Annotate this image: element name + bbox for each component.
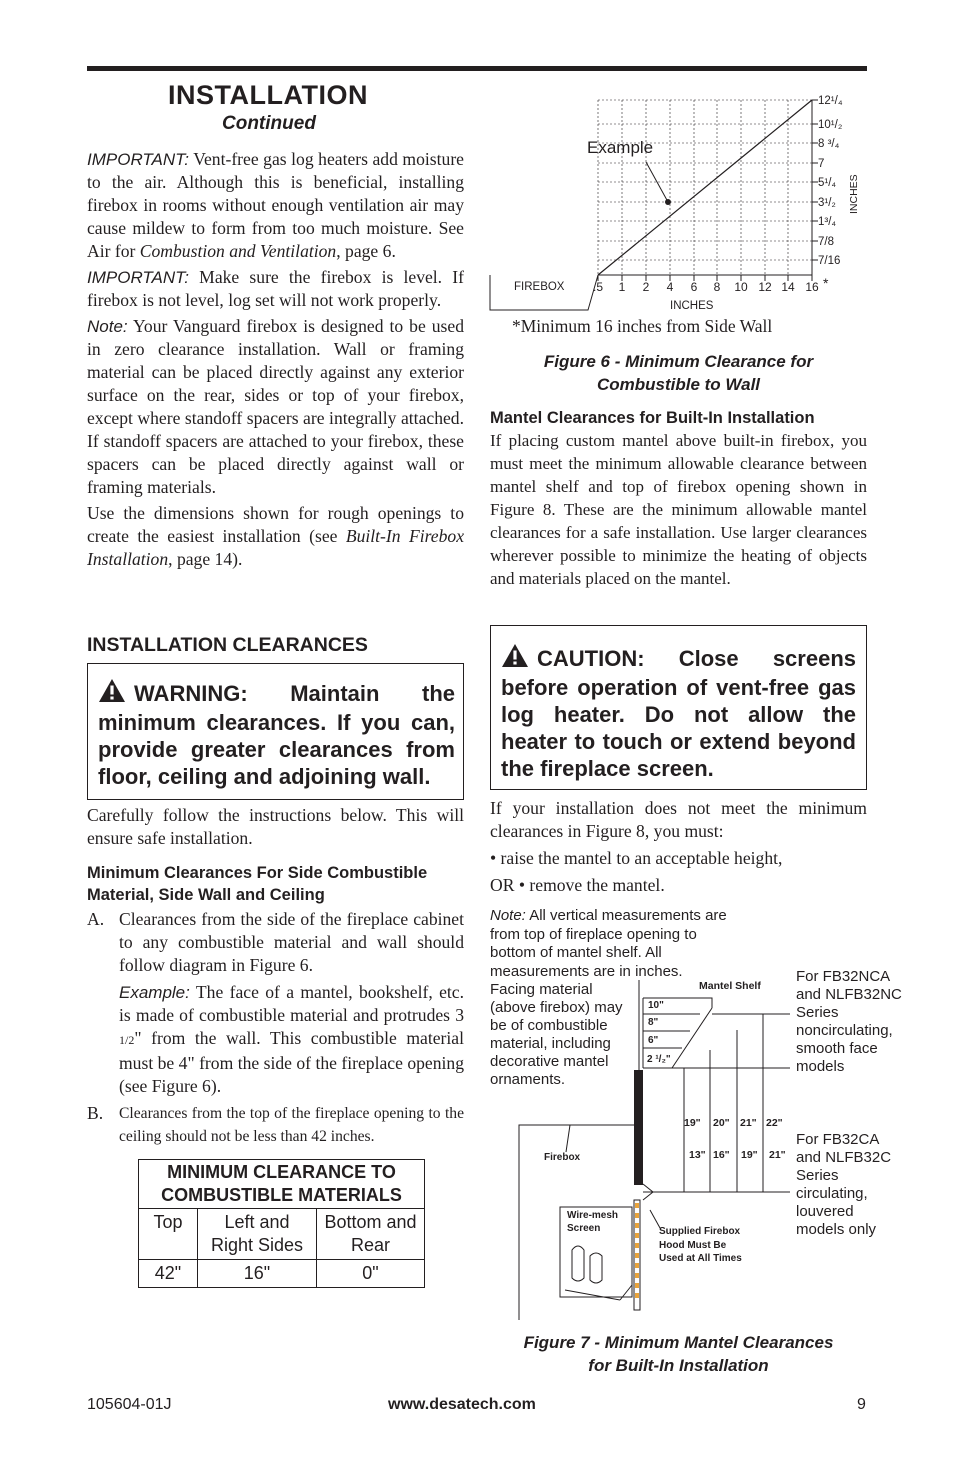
step-8: 8" (648, 1017, 659, 1028)
example-point (665, 199, 671, 205)
follow-instructions-paragraph: Carefully follow the instructions below. This will ensure safe installation. (87, 805, 464, 848)
figure-7-caption: Figure 7 - Minimum Mantel Clearances for Built-In Installation (523, 1333, 834, 1375)
right-lower-column (490, 797, 867, 897)
x-tick-label: 2 (642, 280, 650, 294)
page-title: INSTALLATION (168, 80, 368, 110)
row2-col4: 21" (769, 1149, 786, 1161)
figure-6-diagram (486, 88, 876, 316)
row2-col3: 19" (741, 1149, 758, 1161)
or-remove-mantel: OR • remove the mantel. (490, 875, 665, 895)
dimensions-paragraph: Use the dimensions shown for rough openings to create the easiest installation (see Built-In Firebox Installation, page 14). (87, 503, 464, 569)
step-10: 10" (648, 1000, 664, 1011)
y-tick-label: 7/16 (818, 255, 841, 267)
step-6: 6" (648, 1035, 659, 1046)
caution-text: CAUTION: Close screens before operation of vent-free gas log heater. Do not allow the heater to touch or extend beyond the fireplace screen. (501, 643, 856, 782)
mantel-clearances-heading: Mantel Clearances for Built-In Installation (490, 409, 815, 427)
x-tick-label: 10 (734, 280, 748, 294)
important-paragraph-1: IMPORTANT: Vent-free gas log heaters add moisture to the air. Although this is beneficial, installing firebox in rooms without enough ventilation air may cause mildew to form from too much moisture. See Air for Combustion and Ventilation, page 6. (87, 149, 464, 261)
caution-triangle-icon (501, 643, 529, 674)
clearance-table (138, 1159, 425, 1288)
y-tick-label: 5¹/₄ (818, 177, 837, 189)
row2-col1: 13" (689, 1149, 706, 1161)
x-tick-label: .5 (592, 280, 604, 294)
bullet-raise-mantel: • raise the mantel to an acceptable height, (490, 848, 783, 868)
y-tick-label: 7 (818, 158, 825, 170)
row1-col4: 22" (766, 1117, 783, 1129)
hood-label: Supplied Firebox Hood Must Be Used at All Times (659, 1226, 742, 1264)
clearance-table-title: MINIMUM CLEARANCE TO COMBUSTIBLE MATERIALS (139, 1160, 425, 1209)
x-star: * (823, 275, 829, 291)
example-label: Example (587, 138, 654, 157)
value-bottom: 0" (317, 1260, 425, 1288)
y-tick-label: 12¹/₄ (818, 95, 843, 107)
figure-6-footnote: *Minimum 16 inches from Side Wall (512, 316, 773, 336)
header-sides: Left and Right Sides (198, 1209, 317, 1260)
x-tick-label: 14 (781, 280, 795, 294)
requirements-paragraph: If your installation does not meet the minimum clearances in Figure 8, you must: (490, 798, 867, 841)
row2-col2: 16" (713, 1149, 730, 1161)
list-item-a: A. Clearances from the side of the fireplace cabinet to any combustible material and wall should follow diagram in Figure 6. (87, 909, 464, 975)
caution-box (490, 625, 867, 790)
y-tick-label: 7/8 (818, 236, 834, 248)
x-tick-label: 6 (690, 280, 698, 294)
step-2-5: 2 ¹/₂" (647, 1054, 671, 1065)
warning-box (87, 663, 464, 800)
right-column (490, 407, 867, 590)
row1-col2: 20" (713, 1117, 730, 1129)
x-tick-label: 16 (805, 280, 819, 294)
x-tick-label: 4 (666, 280, 674, 294)
firebox-label: FIREBOX (514, 281, 565, 293)
note-paragraph: Note: Your Vanguard firebox is designed to be used in zero clearance installation. Wall or framing material can be placed directly against any exterior surface on the rear, sides or top of your firebox, except where standoff spacers are integrally attached. If standoff spacers are attached to your firebox, these spacers can be placed directly against wall or framing materials. (87, 316, 464, 497)
important-paragraph-2: IMPORTANT: Make sure the firebox is level. If firebox is not level, log set will not work properly. (87, 267, 464, 310)
x-tick-label: 1 (618, 280, 626, 294)
y-tick-label: 1³/₄ (818, 216, 837, 228)
left-lower-column (87, 804, 464, 1148)
y-axis-label: INCHES (848, 174, 860, 214)
header-bottom: Bottom and Rear (317, 1209, 425, 1260)
firebox-label-fig7: Firebox (544, 1152, 581, 1163)
figure-7-diagram (518, 980, 790, 1320)
y-tick-label: 10¹/₂ (818, 119, 843, 131)
value-top: 42" (139, 1260, 198, 1288)
example-paragraph: Example: The face of a mantel, bookshelf, etc. is made of combustible material and protrudes 3 1/2" from the wall. This combustible material must be 4" from the side of the fireplace opening (see Figure 6). (119, 982, 464, 1096)
row1-col1: 19" (684, 1117, 701, 1129)
installation-clearances-heading: INSTALLATION CLEARANCES (87, 634, 368, 656)
y-tick-label: 3¹/₂ (818, 197, 836, 209)
circulating-models-note: For FB32CA and NLFB32C Series circulating, louvered models only (796, 1131, 892, 1238)
page-subtitle: Continued (222, 113, 316, 134)
y-tick-label: 8 ³/₄ (818, 138, 840, 150)
top-rule (87, 66, 867, 71)
left-column (87, 148, 464, 571)
mantel-paragraph: If placing custom mantel above built-in firebox, you must meet the minimum allowable clearance between mantel shelf and top of firebox opening shown in Figure 8. These are the minimum allowable mantel clearances for a safe installation. Use larger clearances wherever possible to minimize the heating of objects and materials placed on the mantel. (490, 431, 867, 588)
page-number: 9 (857, 1396, 866, 1413)
facing-material-note: Facing material (above firebox) may be of combustible material, including decorative mantel ornaments. (490, 981, 623, 1088)
noncirculating-models-note: For FB32NCA and NLFB32NC Series noncirculating, smooth face models (796, 968, 902, 1075)
x-tick-label: 8 (713, 280, 721, 294)
part-number: 105604-01J (87, 1396, 172, 1413)
value-sides: 16" (198, 1260, 317, 1288)
figure-6-caption: Figure 6 - Minimum Clearance for Combustible to Wall (543, 352, 814, 394)
warning-text: WARNING: Maintain the minimum clearances. If you can, provide greater clearances from floor, ceiling and adjoining wall. (98, 678, 455, 790)
website-link[interactable]: www.desatech.com (388, 1396, 536, 1413)
mantel-shelf-label: Mantel Shelf (699, 980, 761, 992)
x-axis-label: INCHES (670, 300, 714, 312)
list-item-b: B. Clearances from the top of the fireplace opening to the ceiling should not be less than 42 inches. (87, 1103, 464, 1145)
row1-col3: 21" (740, 1117, 757, 1129)
wire-mesh-label: Wire-mesh Screen (567, 1210, 619, 1234)
x-tick-label: 12 (758, 280, 772, 294)
firebox-front-panel (634, 1070, 643, 1185)
header-top: Top (139, 1209, 198, 1260)
warning-triangle-icon (98, 678, 126, 709)
figure-7-note: Note: All vertical measurements are from top of fireplace opening to bottom of mantel shelf. All measurements are in inches. (490, 907, 727, 980)
side-clearance-heading: Minimum Clearances For Side Combustible Material, Side Wall and Ceiling (87, 864, 428, 904)
